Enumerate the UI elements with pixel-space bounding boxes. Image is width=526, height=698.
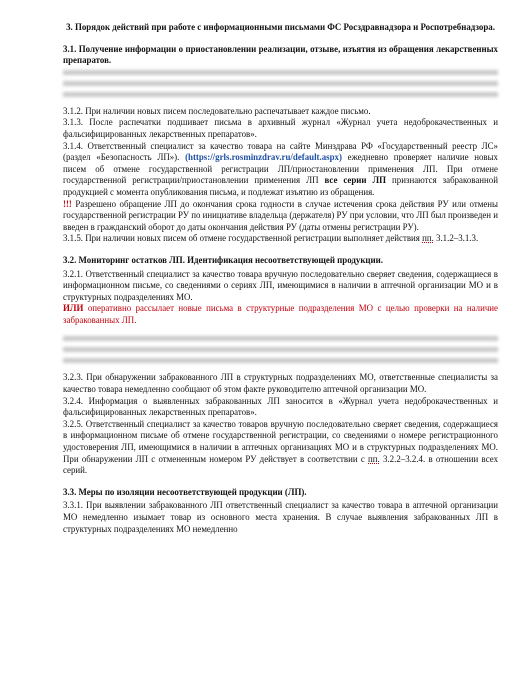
paragraph-3-1-4-text-a: 3.1.4. Ответственный специалист за качество товара на сайте Минздрава РФ «Государственный реестр ЛС» (раздел «Безопасность ЛП»). (63, 140, 498, 163)
or-mark: ИЛИ (63, 303, 84, 314)
paragraph-3-1-4 (63, 141, 498, 199)
paragraph-3-1-2: 3.1.2. При наличии новых писем последовательно распечатывает каждое письмо. (63, 105, 371, 116)
paragraph-3-1-5 (63, 233, 498, 245)
paragraph-3-2-5-abbr: пп. (368, 453, 380, 464)
redacted-text-block (63, 70, 498, 102)
paragraph-3-2-5 (63, 419, 498, 477)
or-paragraph (63, 303, 498, 326)
paragraph-3-1-4-bold: все серии ЛП (324, 175, 387, 186)
paragraph-3-1-4-text-c: признаются забракованной продукцией с момента опубликования письма, и подлежат изъятию из обращения. (63, 175, 498, 197)
paragraph-3-1-4-text-b: ежедневно проверяет наличие новых писем об отмене государственной регистрации ЛП/приостановлении применения ЛП. При отмене государственной регистрации/приостановлении применения ЛП (63, 152, 498, 186)
paragraph-3-1-5-text-b: 3.1.2–3.1.3. (433, 233, 479, 244)
section-3-2-heading: 3.2. Мониторинг остатков ЛП. Идентификация несоответствующей продукции. (63, 254, 383, 265)
paragraph-3-1-5-text-a: 3.1.5. При наличии новых писем об отмене государственной регистрации выполняет действия (63, 233, 423, 244)
paragraph-3-1-3: 3.1.3. После распечатки подшивает письма в архивный журнал «Журнал учета недоброкачественных и фальсифицированных лекарственных препаратов». (63, 117, 498, 139)
paragraph-3-2-5-text-b: 3.2.2–3.2.4. в отношении всех серий. (63, 453, 499, 476)
warning-paragraph (63, 199, 498, 234)
or-text: оперативно рассылает новые письма в структурные подразделения МО с целью проверки на наличие забракованных ЛП. (63, 303, 498, 325)
redacted-text-block (63, 336, 498, 368)
document-title: 3. Порядок действий при работе с информационными письмами ФС Росздравнадзора и Роспотребнадзора. (66, 22, 495, 32)
paragraph-3-1-5-abbr: пп. (422, 233, 434, 244)
paragraph-3-2-5-text-a: 3.2.5. Ответственный специалист за качество товаров вручную последовательно сверяет сведения, содержащиеся в информационном письме об отмене государственной регистрации, со сведениями о номере регистрационного удостоверения ЛП, имеющимися в наличии в аптечных организациях МО и в структурных подразделениях МО. При обнаружении ЛП с отмененным номером РУ действует в соответствии с (63, 418, 498, 464)
grls-link[interactable]: (https://grls.rosminzdrav.ru/default.aspx) (185, 152, 342, 163)
warning-text: Разрешено обращение ЛП до окончания срока годности в случае истечения срока действия РУ или отмены государственной регистрации РУ по инициативе владельца (держателя) РУ при условии, что ЛП был произведен и введен в гражданский оборот до даты окончания действия РУ (даты отмены регистрации РУ). (63, 198, 498, 232)
paragraph-3-2-3: 3.2.3. При обнаружении забракованного ЛП в структурных подразделениях МО, ответственные специалисты за качество товара немедленно сообщают об этом факте руководителю аптечной организации МО. (63, 372, 498, 395)
paragraph-3-2-1: 3.2.1. Ответственный специалист за качество товара вручную последовательно сверяет сведения, содержащиеся в информационном письме, со сведениями о сериях ЛП, имеющимися в наличии в аптечной организации МО и в структурных подразделениях МО. (63, 268, 498, 302)
warning-mark: !!! (63, 198, 72, 209)
section-3-1-heading: 3.1. Получение информации о приостановлении реализации, отзыве, изъятия из обращения лекарственных препаратов. (63, 43, 498, 66)
section-3-3-heading: 3.3. Меры по изоляции несоответствующей продукции (ЛП). (63, 486, 307, 497)
paragraph-3-2-4: 3.2.4. Информация о выявленных забракованных ЛП заносится в «Журнал учета недоброкачественных и фальсифицированных лекарственных препаратов». (63, 395, 498, 418)
paragraph-3-3-1: 3.3.1. При выявлении забракованного ЛП ответственный специалист за качество товара в аптечной организации МО немедленно изымает товар из основного места хранения. В случае выявления забракованных ЛП в структурных подразделениях МО немедленно (63, 500, 498, 534)
